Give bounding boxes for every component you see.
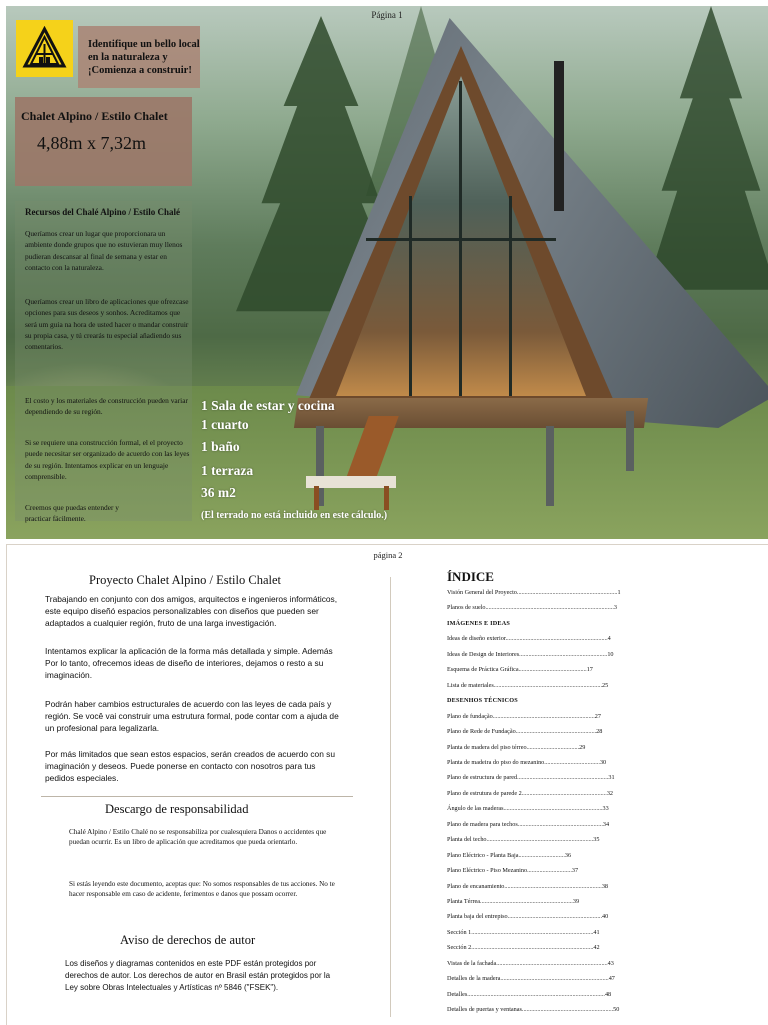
project-paragraph: Intentamos explicar la aplicación de la forma más detallada y simple. Además Por lo tanto, ofrecemos ideas de diseño de interiores, dejamos o resto a su imaginación. [45, 646, 333, 680]
toc-entry[interactable]: Plano Eléctrico - Planta Baja..............................36 [447, 851, 572, 859]
chalet-dimensions: 4,88m x 7,32m [37, 133, 147, 153]
project-paragraph: Por más limitados que sean estos espacios, serán creados de acuerdo con su imaginación y deseos. Puede ponerse en contacto con nosotros para tus pedidos especiales. [45, 749, 336, 783]
page-1 [6, 6, 768, 539]
toc-entry[interactable]: Sección 1...............................................................................41 [447, 928, 600, 936]
feature-item: 1 Sala de estar y cocina [201, 398, 335, 413]
disclaimer-paragraph: Chalé Alpino / Estilo Chalé no se responsabiliza por cualesquiera Danos o accidentes que puedan ocurrir. Es un libro de aplicación que acreditamos que pueda orientarlo. [69, 828, 327, 847]
logo-badge [16, 20, 73, 77]
tagline: Identifique un bello local en la naturaleza y ¡Comienza a construir! [78, 26, 200, 88]
window-transom [366, 238, 556, 241]
project-paragraph: Podrán haber cambios estructurales de acuerdo con las leyes de cada país y región. Se você vai construir uma estrutura formal, pode contar com a ajuda de un profesional para legalizarla. [45, 699, 339, 733]
toc-entry[interactable]: Planta Térrea............................................................39 [447, 898, 580, 905]
cabin-logo-icon [22, 26, 67, 71]
toc-entry[interactable]: Ideas de diseño exterior..................................................................4 [447, 635, 611, 643]
page-2 [6, 544, 768, 1025]
toc-entry[interactable]: Plano de Rede de Fundação....................................................28 [447, 728, 603, 736]
window-mullion [409, 196, 412, 396]
toc-entry[interactable]: Plano de estrutura de parede 2.......................................................32 [447, 789, 614, 797]
feature-item: 1 terraza [201, 463, 254, 478]
toc-entry[interactable]: Planta baja del entrepiso.............................................................40 [447, 913, 609, 921]
resources-paragraph: Queríamos crear un lugar que proporcionara un ambiente donde grupos que no estuvieran muy llenos pudieran descansar al final de semana y estar en contacto con la naturaleza. [25, 229, 183, 272]
toc-entry[interactable]: Plano de madera para techos.......................................................34 [447, 820, 610, 828]
index-title: ÍNDICE [447, 569, 494, 584]
page-number: página 2 [373, 550, 403, 560]
toc-section-heading: IMÁGENES E IDEAS [447, 619, 511, 627]
resources-paragraph: Si se requiere una construcción formal, el el proyecto puede necesitar ser organizado de acuerdo con las leyes de su región. Intentamos explicar en un lenguaje comprensible. [25, 438, 190, 481]
resources-paragraph: Creemos que puedas entender y practicar fácilmente. [25, 503, 119, 524]
toc-entry[interactable]: Planta del techo.....................................................................35 [447, 836, 600, 844]
toc-entry[interactable]: Detalles.........................................................................................48 [447, 990, 612, 998]
toc-entry[interactable]: Ideas de Design de Interiores.........................................................10 [447, 650, 614, 658]
toc-entry[interactable]: Ángulo de las maderas................................................................33 [447, 805, 609, 813]
disclaimer-paragraph: Si estás leyendo este documento, aceptas que: No somos responsables de tus acciones. No te hacer responsable em caso de acidente, ferimentos e danos que possam ocorrer. [69, 880, 335, 899]
toc-entry[interactable]: Plano de fundação..................................................................27 [447, 712, 601, 720]
toc-entry[interactable]: Planta de madera del piso térreo..................................29 [447, 743, 586, 751]
column-separator [390, 577, 391, 1017]
toc-entry[interactable]: Detalles de la madera......................................................................47 [447, 975, 615, 983]
toc-entry[interactable]: Vistas de la fachada........................................................................43 [447, 959, 614, 967]
feature-item: 1 cuarto [201, 417, 249, 432]
resources-paragraph: El costo y los materiales de construcción pueden variar dependiendo de su región. [25, 396, 188, 417]
toc-section-heading: DESENHOS TÉCNICOS [447, 697, 518, 705]
chalet-title: Chalet Alpino / Estilo Chalet [21, 109, 168, 123]
deck-chair [306, 416, 416, 506]
copyright-title: Aviso de derechos de autor [120, 933, 256, 947]
toc-entry[interactable]: Sección 2...............................................................................42 [447, 944, 600, 952]
feature-item: 1 baño [201, 439, 240, 454]
toc-entry[interactable]: Plano Eléctrico - Piso Mezanino.............................37 [447, 867, 579, 875]
deck-post [626, 411, 634, 471]
toc-entry[interactable]: Plano de encanamiento...............................................................38 [447, 882, 609, 890]
project-paragraph: Trabajando en conjunto con dos amigos, arquitectos e ingenieros informáticos, este equipo diseñó espacios personalizables con diseños que pueden ser adaptados a cualquier región, fruto de una larga investigación. [45, 594, 338, 628]
window-mullion [509, 196, 512, 396]
toc-entry[interactable]: Planos de suelo...................................................................................3 [447, 604, 617, 612]
deck-post [546, 426, 554, 506]
title-box [15, 97, 192, 186]
toc-entry[interactable]: Visión General del Proyecto.................................................................1 [447, 589, 621, 596]
resources-title: Recursos del Chalé Alpino / Estilo Chalé [25, 207, 181, 217]
section-divider [41, 796, 353, 797]
disclaimer-title: Descargo de responsabilidad [105, 802, 249, 816]
copyright-paragraph: Los diseños y diagramas contenidos en este PDF están protegidos por derechos de autor. Los derechos de autor en Brasil están protegidos por la Ley sobre Obras Intelectuales y Artísticas nº 5846 ("FSEK"). [65, 959, 331, 992]
features-note: (El terrado no está incluido en este cálculo.) [201, 510, 388, 521]
feature-item: 36 m2 [201, 485, 236, 500]
cabin-chimney [554, 61, 564, 211]
toc-entry[interactable]: Lista de materiales......................................................................25 [447, 681, 609, 689]
toc-entry[interactable]: Plano de estructura de pared...........................................................31 [447, 774, 615, 782]
toc-entry[interactable]: Planta de madeira do piso do mezanino....................................30 [447, 758, 607, 766]
page-number: Página 1 [371, 10, 403, 20]
toc-entry[interactable]: Esquema de Práctica Gráfica............................................17 [447, 666, 593, 674]
resources-paragraph: Queríamos crear un libro de aplicaciones que ofrezcase opciones para sus deseos y sonhos. Acreditamos que será um guia na hora de usted hacer o mandar construir su propia casa, y tú crearás tu especial añadiendo sus comentarios. [25, 297, 189, 352]
project-title: Proyecto Chalet Alpino / Estilo Chalet [89, 573, 281, 587]
resources-panel [15, 201, 192, 524]
toc-entry[interactable]: Detalles de puertas y ventanas...........................................................50 [447, 1006, 620, 1014]
